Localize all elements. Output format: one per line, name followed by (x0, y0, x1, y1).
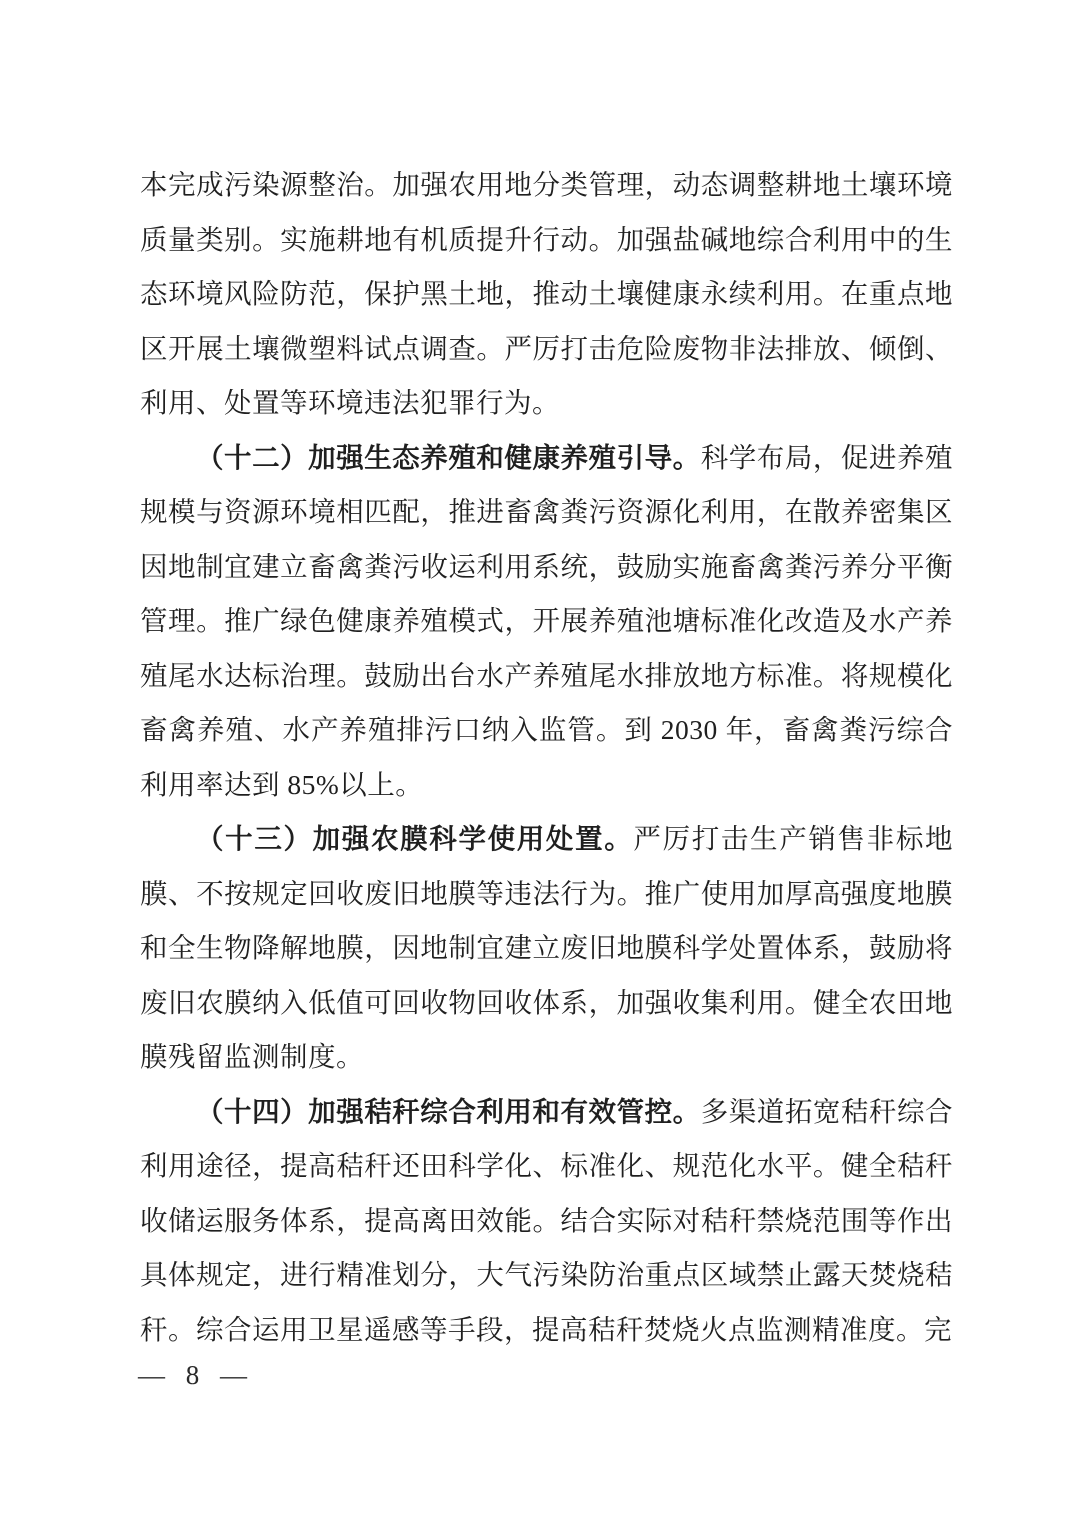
paragraph-text: 本完成污染源整治。加强农用地分类管理，动态调整耕地土壤环境质量类别。实施耕地有机质提升行动。加强盐碱地综合利用中的生态环境风险防范，保护黑土地，推动土壤健康永续利用。在重点地区开展土壤微塑料试点调查。严厉打击危险废物非法排放、倾倒、利用、处置等环境违法犯罪行为。 (140, 169, 953, 418)
paragraph-text: 科学布局，促进养殖规模与资源环境相匹配，推进畜禽粪污资源化利用，在散养密集区因地制宜建立畜禽粪污收运利用系统，鼓励实施畜禽粪污养分平衡管理。推广绿色健康养殖模式，开展养殖池塘标准化改造及水产养殖尾水达标治理。鼓励出台水产养殖尾水排放地方标准。将规模化畜禽养殖、水产养殖排污口纳入监管。到 2030 年，畜禽粪污综合利用率达到 85%以上。 (140, 441, 954, 800)
section-12-heading: （十二）加强生态养殖和健康养殖引导。 (196, 441, 701, 473)
page-number: — 8 — (138, 1360, 249, 1390)
document-body (140, 158, 953, 1357)
paragraph-continuation (140, 158, 953, 431)
paragraph-text: 严厉打击生产销售非标地膜、不按规定回收废旧地膜等违法行为。推广使用加厚高强度地膜和全生物降解地膜，因地制宜建立废旧地膜科学处置体系，鼓励将废旧农膜纳入低值可回收物回收体系，加强收集利用。健全农田地膜残留监测制度。 (140, 823, 954, 1072)
section-14-heading: （十四）加强秸秆综合利用和有效管控。 (196, 1095, 701, 1127)
paragraph-section-13 (140, 812, 953, 1085)
section-13-heading: （十三）加强农膜科学使用处置。 (196, 823, 634, 854)
paragraph-section-14 (140, 1085, 953, 1358)
paragraph-section-12 (140, 431, 953, 813)
paragraph-text: 多渠道拓宽秸秆综合利用途径，提高秸秆还田科学化、标准化、规范化水平。健全秸秆收储运服务体系，提高离田效能。结合实际对秸秆禁烧范围等作出具体规定，进行精准划分，大气污染防治重点区域禁止露天焚烧秸秆。综合运用卫星遥感等手段，提高秸秆焚烧火点监测精准度。完 (140, 1095, 954, 1345)
